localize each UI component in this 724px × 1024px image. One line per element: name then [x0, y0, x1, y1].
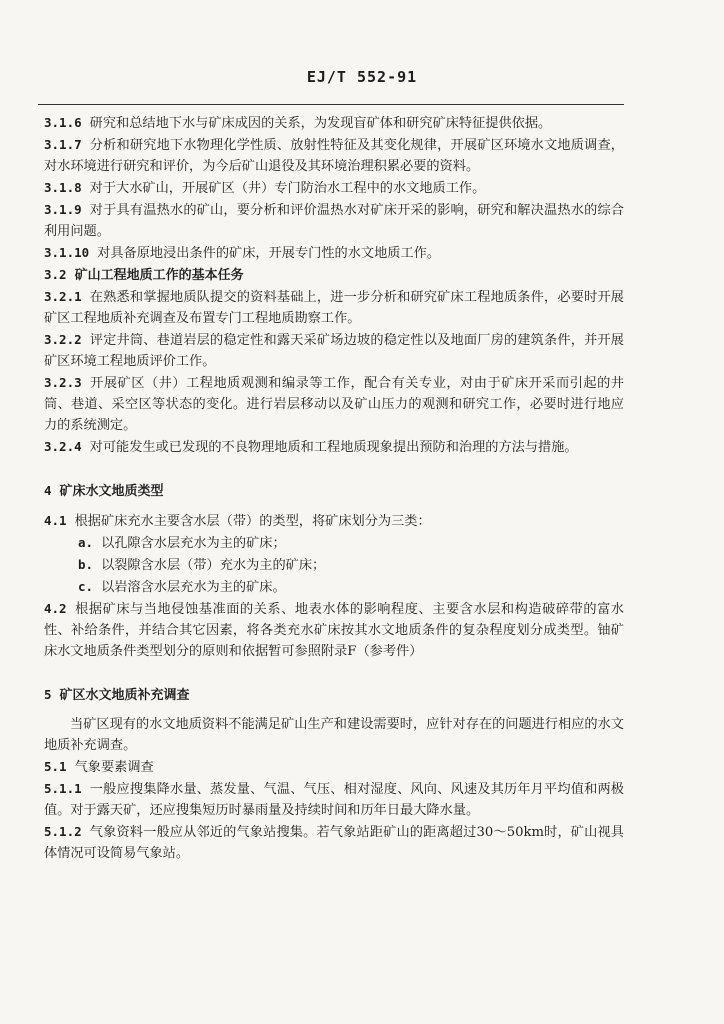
clause-3-1-10: 3.1.10 对具备原地浸出条件的矿床，开展专门性的水文地质工作。	[44, 245, 441, 261]
clause-3-2-4: 3.2.4 对可能发生或已发现的不良物理地质和工程地质现象提出预防和治理的方法与措施。	[44, 439, 578, 455]
header-rule	[38, 104, 624, 105]
clause-3-2-1: 3.2.1 在熟悉和掌握地质队提交的资料基础上，进一步分析和研究矿床工程地质条件，必要时开展矿区工程地质补充调查及布置专门工程地质勘察工作。	[44, 289, 624, 326]
standard-code: EJ/T 552-91	[306, 68, 418, 86]
clause-5-1: 5.1 气象要素调查	[44, 759, 154, 775]
clause-3-1-8: 3.1.8 对于大水矿山，开展矿区（井）专门防治水工程中的水文地质工作。	[44, 180, 486, 196]
clause-4-1: 4.1 根据矿床充水主要含水层（带）的类型，将矿床划分为三类：	[44, 513, 431, 529]
document-body	[44, 112, 624, 864]
clause-3-1-9: 3.1.9 对于具有温热水的矿山，要分析和评价温热水对矿床开采的影响，研究和解决温热水的综合利用问题。	[44, 202, 624, 239]
list-item-b: b. 以裂隙含水层（带）充水为主的矿床；	[78, 557, 326, 573]
clause-3-1-6: 3.1.6 研究和总结地下水与矿床成因的关系，为发现盲矿体和研究矿床特征提供依据。	[44, 115, 552, 131]
section-3-2-heading: 3.2 矿山工程地质工作的基本任务	[44, 267, 244, 283]
clause-5-1-1: 5.1.1 一般应搜集降水量、蒸发量、气温、气压、相对湿度、风向、风速及其历年月平均值和两极值。对于露天矿，还应搜集短历时暴雨量及持续时间和历年日最大降水量。	[44, 781, 624, 818]
section-5-intro: 当矿区现有的水文地质资料不能满足矿山生产和建设需要时，应针对存在的问题进行相应的水文地质补充调查。	[44, 717, 624, 753]
section-4-heading: 4 矿床水文地质类型	[44, 483, 164, 499]
clause-3-1-7: 3.1.7 分析和研究地下水物理化学性质、放射性特征及其变化规律，开展矿区环境水文地质调查，对水环境进行研究和评价，为今后矿山退役及其环境治理积累必要的资料。	[44, 137, 624, 174]
section-5-heading: 5 矿区水文地质补充调查	[44, 687, 190, 703]
clause-5-1-2: 5.1.2 气象资料一般应从邻近的气象站搜集。若气象站距矿山的距离超过30～50km时，矿山视具体情况可设简易气象站。	[44, 824, 624, 861]
clause-4-2: 4.2 根据矿床与当地侵蚀基准面的关系、地表水体的影响程度、主要含水层和构造破碎带的富水性、补给条件，并结合其它因素，将各类充水矿床按其水文地质条件的复杂程度划分成类型。铀矿床水文地质条件类型划分的原则和依据暂可参照附录F（参考件）	[44, 601, 624, 659]
list-item-a: a. 以孔隙含水层充水为主的矿床；	[78, 535, 286, 551]
clause-3-2-2: 3.2.2 评定井筒、巷道岩层的稳定性和露天采矿场边坡的稳定性以及地面厂房的建筑条件，并开展矿区环境工程地质评价工作。	[44, 332, 624, 369]
clause-3-2-3: 3.2.3 开展矿区（井）工程地质观测和编录等工作，配合有关专业，对由于矿床开采而引起的井筒、巷道、采空区等状态的变化。进行岩层移动以及矿山压力的观测和研究工作，必要时进行地应力的系统测定。	[44, 375, 624, 433]
list-item-c: c. 以岩溶含水层充水为主的矿床。	[78, 579, 286, 595]
